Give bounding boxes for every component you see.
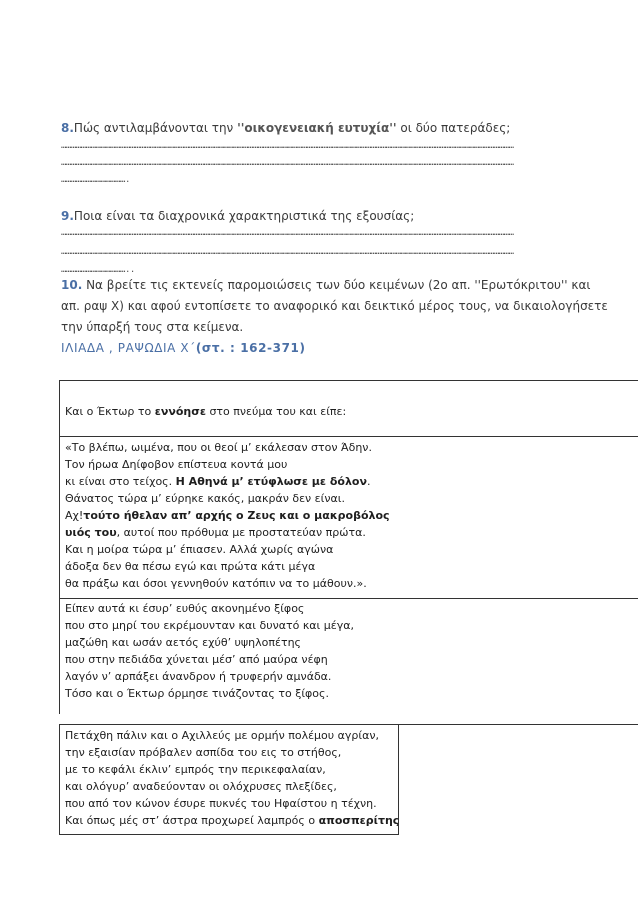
- question-10-number: 10.: [61, 278, 83, 292]
- table-divider: [59, 724, 638, 725]
- row-2-line-2: Τον ήρωα Δηίφοβον επίστευα κοντά μου: [65, 458, 288, 471]
- row-2-line-3: [60, 473, 638, 490]
- table-row-2: [59, 436, 638, 598]
- answer-line-8-2: ……………………………………………………………………………………………………………………………………………………………………………………………………………………………………………………: [61, 158, 514, 168]
- row-4-line-6-bold: αποσπερίτης: [318, 814, 400, 827]
- answer-line-8-3: ………………………………….: [61, 175, 130, 185]
- answer-line-8-1: ……………………………………………………………………………………………………………………………………………………………………………………………………………………………………………………: [61, 141, 514, 151]
- row-4-line-2: την εξαισίαν πρόβαλεν ασπίδα του εις το στήθος,: [65, 746, 342, 759]
- row-3-line-4: που στην πεδιάδα χύνεται μέσ’ από μαύρα νέφη: [65, 653, 328, 666]
- row-3-line-5: λαγόν ν’ αρπάξει άνανδρον ή τρυφερήν αμνάδα.: [65, 670, 332, 683]
- iliad-verses: (στ. : 162-371): [195, 341, 306, 355]
- row-2-line-6-a: , αυτοί που πρόθυμα με προστατεύαν πρώτα.: [116, 526, 366, 539]
- row-4-line-1: Πετάχθη πάλιν και ο Αχιλλεύς με ορμήν πολέμου αγρίαν,: [65, 729, 379, 742]
- row-2-line-7: Και η μοίρα τώρα μ’ έπιασεν. Αλλά χωρίς αγώνα: [65, 543, 334, 556]
- iliad-title: ΙΛΙΑΔΑ , ΡΑΨΩΔΙΑ Χ΄: [61, 341, 196, 355]
- table-bottom-border: [59, 834, 399, 835]
- row-2-line-4: Θάνατος τώρα μ’ εύρηκε κακός, μακράν δεν είναι.: [65, 492, 345, 505]
- row-2-line-5-bold: τούτο ήθελαν απ’ αρχής ο Ζευς και ο μακροβόλος: [83, 509, 390, 522]
- question-9: [61, 208, 586, 224]
- row-2-line-8: άδοξα δεν θα πέσω εγώ και πρώτα κάτι μέγα: [65, 560, 316, 573]
- answer-line-9-2: ……………………………………………………………………………………………………………………………………………………………………………………………………………………………………………………: [61, 247, 514, 257]
- question-10-line-3: την ύπαρξή τους στα κείμενα.: [61, 320, 244, 334]
- question-8-text: Πώς αντιλαμβάνονται την: [73, 121, 238, 135]
- question-8-quote: ''οικογενειακή ευτυχία'': [237, 121, 397, 135]
- row-3-line-6: Τόσο και ο Έκτωρ όρμησε τινάζοντας το ξίφος.: [65, 687, 329, 700]
- question-8-number: 8.: [61, 121, 74, 135]
- row-4-line-5: που από τον κώνον έσυρε πυκνές του Ηφαίστου η τέχνη.: [65, 797, 377, 810]
- question-10-line-2: απ. ραψ Χ) και αφού εντοπίσετε το αναφορικό και δεικτικό μέρος τους, να δικαιολογήσετε: [61, 299, 608, 313]
- row-4-line-6-a: Και όπως μές στ’ άστρα προχωρεί λαμπρός ο: [65, 814, 319, 827]
- row-2-line-3-a: κι είναι στο τείχος.: [65, 475, 176, 488]
- question-8-text-end: οι δύο πατεράδες;: [396, 121, 511, 135]
- question-10-line-1: [61, 275, 591, 296]
- table-row-4: [59, 724, 399, 834]
- table-right-border: [398, 724, 399, 834]
- row-1-text-b: στο πνεύμα του και είπε:: [205, 405, 347, 418]
- row-3-line-1: Είπεν αυτά κι έσυρ’ ευθύς ακονημένο ξίφος: [65, 602, 305, 615]
- row-2-line-9: θα πράξω και όσοι γεννηθούν κατόπιν να το μάθουν.».: [65, 577, 367, 590]
- row-2-line-6-bold: υιός του: [65, 526, 117, 539]
- answer-line-9-3: …………………………………..: [61, 265, 135, 275]
- question-10: [61, 275, 608, 338]
- row-1-text-a: Και ο Έκτωρ το: [65, 405, 155, 418]
- question-10-text-1: Να βρείτε τις εκτενείς παρομοιώσεις των δύο κειμένων (2ο απ. ''Ερωτόκριτου'' και: [82, 278, 591, 292]
- row-2-line-3-bold: Η Αθηνά μ’ ετύφλωσε με δόλον: [175, 475, 367, 488]
- row-2-line-3-b: .: [366, 475, 371, 488]
- question-9-text: Ποια είναι τα διαχρονικά χαρακτηριστικά της εξουσίας;: [73, 209, 415, 223]
- answer-line-9-1: ……………………………………………………………………………………………………………………………………………………………………………………………………………………………………………………: [61, 228, 514, 238]
- row-2-line-6: [60, 524, 638, 541]
- row-2-line-1: «Το βλέπω, ωιμένα, που οι θεοί μ’ εκάλεσαν στον Άδην.: [65, 441, 372, 454]
- question-9-number: 9.: [61, 209, 74, 223]
- row-1-bold: εννόησε: [154, 405, 206, 418]
- row-3-line-2: που στο μηρί του εκρέμουνταν και δυνατό και μέγα,: [65, 619, 354, 632]
- row-4-line-4: και ολόγυρ’ αναδεύονταν οι ολόχρυσες πλεξίδες,: [65, 780, 337, 793]
- table-row-1: [59, 380, 638, 436]
- row-4-line-6: [60, 812, 399, 829]
- row-2-line-5: [60, 507, 638, 524]
- iliad-heading: [61, 340, 306, 356]
- question-8: [61, 120, 586, 136]
- row-3-line-3: μαζώθη και ωσάν αετός εχύθ’ υψηλοπέτης: [65, 636, 302, 649]
- table-row-1-text: [60, 381, 638, 420]
- row-2-line-5-a: Αχ!: [65, 509, 84, 522]
- row-4-line-3: με το κεφάλι έκλιν’ εμπρός την περικεφαλαίαν,: [65, 763, 326, 776]
- table-row-3: [59, 598, 638, 714]
